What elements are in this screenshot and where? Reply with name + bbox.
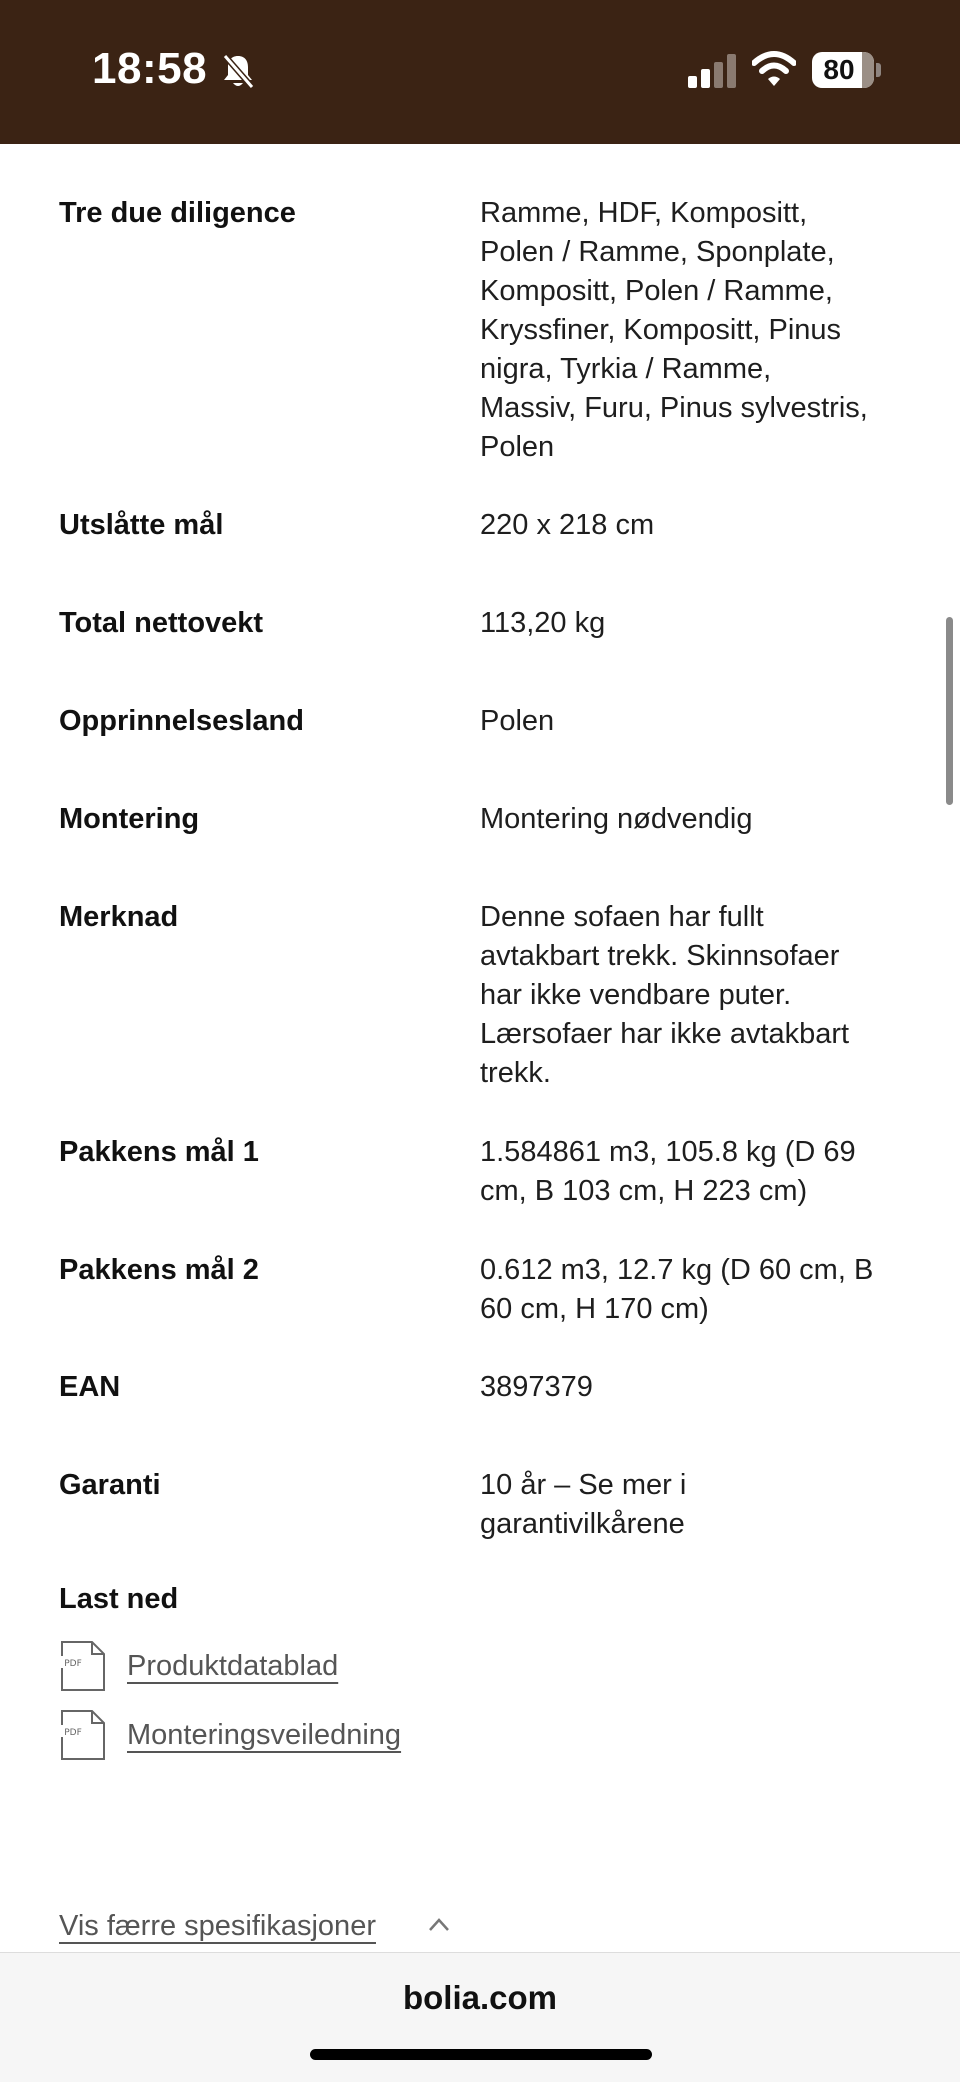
toggle-label: Vis færre spesifikasjoner xyxy=(59,1910,376,1942)
spec-label: EAN xyxy=(59,1371,121,1403)
svg-text:PDF: PDF xyxy=(64,1659,82,1669)
spec-value: 3897379 xyxy=(480,1371,593,1403)
download-label: Monteringsveiledning xyxy=(127,1719,402,1751)
status-bar xyxy=(0,0,960,144)
cellular-signal-icon xyxy=(688,54,738,88)
wifi-icon xyxy=(752,50,796,88)
download-produktdatablad-link[interactable] xyxy=(59,1640,479,1692)
spec-label: Utslåtte mål xyxy=(59,509,224,541)
bell-slash-icon xyxy=(220,52,256,90)
battery-level: 80 xyxy=(823,54,855,85)
spec-value: 0.612 m3, 12.7 kg (D 60 cm, B 60 cm, H 170 cm) xyxy=(480,1254,874,1325)
spec-label: Montering xyxy=(59,803,200,835)
url-text: bolia.com xyxy=(402,1979,558,2016)
status-time: 18:58 xyxy=(92,44,208,93)
spec-label: Merknad xyxy=(59,901,179,933)
download-monteringsveiledning-link[interactable] xyxy=(59,1709,479,1761)
spec-value: Polen xyxy=(480,705,555,737)
download-label: Produktdatablad xyxy=(127,1650,339,1682)
spec-label: Tre due diligence xyxy=(59,197,296,229)
spec-value: 1.584861 m3, 105.8 kg (D 69 cm, B 103 cm, H 223 cm) xyxy=(480,1136,856,1207)
spec-label: Total nettovekt xyxy=(59,607,264,639)
spec-value: 113,20 kg xyxy=(480,607,606,639)
scrollbar[interactable] xyxy=(946,617,953,805)
spec-value: Montering nødvendig xyxy=(480,803,753,835)
spec-value: Ramme, HDF, Kompositt, Polen / Ramme, Sponplate, Kompositt, Polen / Ramme, Kryssfiner, Kompositt, Pinus nigra, Tyrkia / Ramme, Massiv, Furu, Pinus sylvestris, Polen xyxy=(480,197,868,463)
svg-text:PDF: PDF xyxy=(64,1728,82,1738)
spec-value: 10 år – Se mer i garantivilkårene xyxy=(480,1469,687,1540)
battery-icon xyxy=(812,52,874,88)
downloads-title: Last ned xyxy=(59,1583,179,1615)
spec-value: 220 x 218 cm xyxy=(480,509,655,541)
home-indicator[interactable] xyxy=(310,2049,652,2060)
spec-label: Opprinnelsesland xyxy=(59,705,304,737)
pdf-icon xyxy=(59,1709,107,1761)
spec-label: Pakkens mål 1 xyxy=(59,1136,259,1168)
chevron-up-icon xyxy=(428,1916,450,1932)
pdf-icon xyxy=(59,1640,107,1692)
spec-value: Denne sofaen har fullt avtakbart trekk. Skinnsofaer har ikke vendbare puter. Lærsofaer har ikke avtakbart trekk. xyxy=(480,901,850,1089)
spec-label: Garanti xyxy=(59,1469,161,1501)
spec-label: Pakkens mål 2 xyxy=(59,1254,259,1286)
show-fewer-specs-button[interactable] xyxy=(59,1906,376,1950)
browser-address-bar[interactable] xyxy=(0,1952,960,2082)
